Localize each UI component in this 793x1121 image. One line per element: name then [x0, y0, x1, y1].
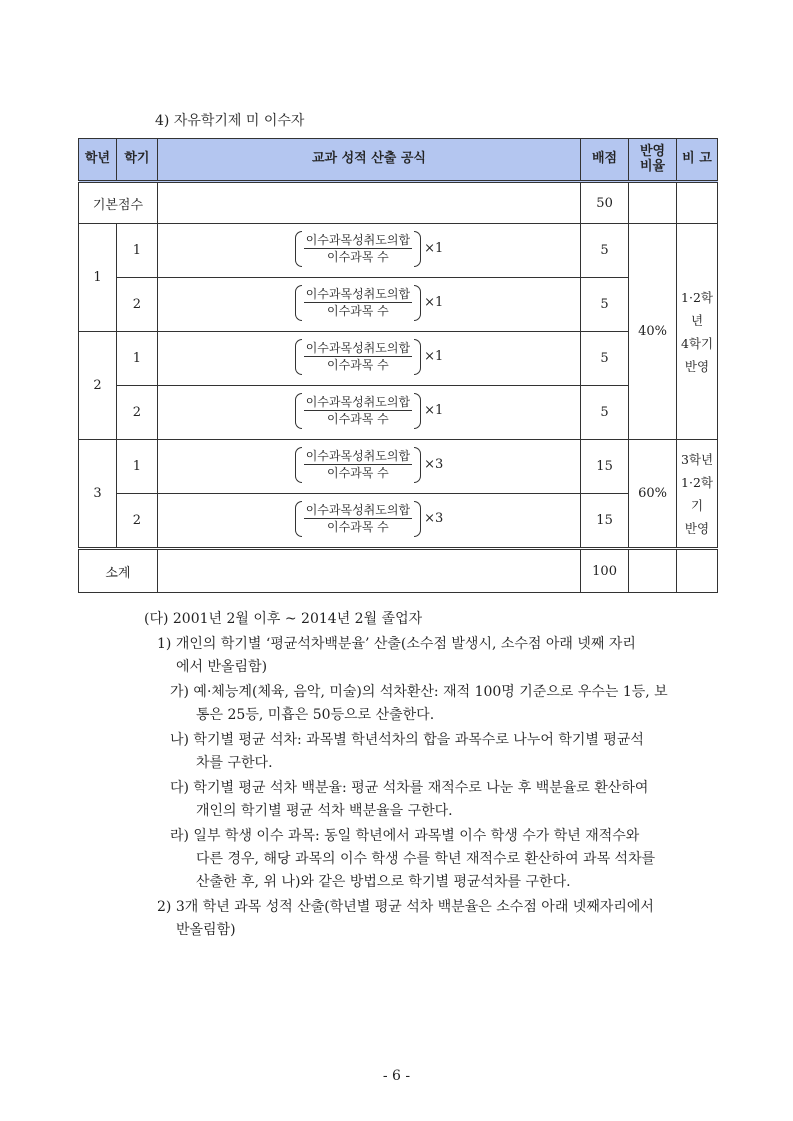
formula-cell	[157, 440, 580, 494]
item-na-cont: 차를 구한다.	[196, 755, 273, 771]
formula-cell	[157, 278, 580, 332]
formula-numerator: 이수과목성취도의합	[305, 395, 411, 409]
formula-cell	[157, 224, 580, 278]
subtotal-note	[677, 549, 718, 593]
item-2-cont: 반올림함)	[176, 922, 236, 938]
formula-cell	[157, 494, 580, 549]
table-row	[79, 224, 718, 278]
score-cell: 15	[581, 494, 629, 549]
basic-score-formula	[157, 182, 580, 224]
score-cell: 5	[581, 386, 629, 440]
basic-score-label: 기본점수	[79, 182, 158, 224]
item-ra: 라) 일부 학생 이수 과목: 동일 학년에서 과목별 이수 학생 수가 학년 재적수와	[170, 828, 640, 844]
header-note: 비 고	[677, 139, 718, 182]
note-line: 3학년	[680, 451, 714, 467]
formula-denominator: 이수과목 수	[327, 358, 389, 372]
item-1: 1) 개인의 학기별 ‘평균석차백분율’ 산출(소수점 발생시, 소수점 아래 넷째 자리	[157, 636, 636, 652]
formula-denominator: 이수과목 수	[327, 304, 389, 318]
header-formula: 교과 성적 산출 공식	[157, 139, 580, 182]
item-da-cont: 개인의 학기별 평균 석차 백분율을 구한다.	[196, 803, 453, 819]
formula-multiplier: ×1	[424, 349, 444, 364]
note-line: 4학기	[680, 335, 714, 351]
formula-multiplier: ×3	[424, 511, 444, 526]
note-line: 반영	[684, 358, 710, 374]
note-line: 반영	[684, 520, 710, 536]
score-cell: 5	[581, 332, 629, 386]
item-ga: 가) 예·체능계(체육, 음악, 미술)의 석차환산: 재적 100명 기준으로 우수는 1등, 보	[170, 684, 668, 700]
header-score: 배점	[581, 139, 629, 182]
page-number: - 6 -	[382, 1068, 411, 1084]
note-line: 1·2학기	[681, 474, 713, 513]
formula-multiplier: ×1	[424, 295, 444, 310]
item-2: 2) 3개 학년 과목 성적 산출(학년별 평균 석차 백분율은 소수점 아래 넷째자리에서	[157, 899, 654, 915]
formula-numerator: 이수과목성취도의합	[305, 287, 411, 301]
formula-multiplier: ×1	[424, 241, 444, 256]
subtotal-label: 소계	[79, 549, 158, 593]
formula-numerator: 이수과목성취도의합	[305, 449, 411, 463]
grade-cell: 1	[79, 224, 117, 332]
item-na: 나) 학기별 평균 석차: 과목별 학년석차의 합을 과목수로 나누어 학기별 평균석	[170, 732, 644, 748]
formula-cell	[157, 386, 580, 440]
item-ga-cont: 통은 25등, 미흡은 50등으로 산출한다.	[196, 707, 435, 723]
subtotal-value: 100	[581, 549, 629, 593]
formula-numerator: 이수과목성취도의합	[305, 233, 411, 247]
table-header-row	[79, 139, 718, 182]
header-semester: 학기	[116, 139, 157, 182]
item-da: 다) 학기별 평균 석차 백분율: 평균 석차를 재적수로 나눈 후 백분율로 환산하여	[170, 780, 649, 796]
heading-da: (다) 2001년 2월 이후 ~ 2014년 2월 졸업자	[144, 611, 423, 627]
item-ra-cont1: 다른 경우, 해당 과목의 이수 학생 수를 학년 재적수로 환산하여 과목 석차를	[196, 851, 656, 867]
header-grade: 학년	[79, 139, 117, 182]
subtotal-ratio	[629, 549, 677, 593]
semester-cell: 2	[116, 386, 157, 440]
note-cell-grade3	[677, 440, 718, 549]
grade-cell: 2	[79, 332, 117, 440]
table-row	[79, 494, 718, 549]
score-cell: 15	[581, 440, 629, 494]
note-line: 1·2학년	[681, 289, 713, 328]
basic-score-row	[79, 182, 718, 224]
ratio-cell-grade12: 40%	[629, 224, 677, 440]
score-cell: 5	[581, 278, 629, 332]
score-cell: 5	[581, 224, 629, 278]
basic-score-value: 50	[581, 182, 629, 224]
section-title: 4) 자유학기제 미 이수자	[155, 113, 305, 129]
table-row	[79, 440, 718, 494]
ratio-cell-grade3: 60%	[629, 440, 677, 549]
table-row	[79, 332, 718, 386]
item-ra-cont2: 산출한 후, 위 나)와 같은 방법으로 학기별 평균석차를 구한다.	[196, 874, 571, 890]
formula-multiplier: ×3	[424, 457, 444, 472]
semester-cell: 1	[116, 224, 157, 278]
formula-multiplier: ×1	[424, 403, 444, 418]
header-ratio: 반영 비율	[629, 139, 677, 182]
semester-cell: 1	[116, 440, 157, 494]
grade-calculation-table	[78, 138, 718, 593]
formula-denominator: 이수과목 수	[327, 412, 389, 426]
basic-score-ratio	[629, 182, 677, 224]
formula-denominator: 이수과목 수	[327, 466, 389, 480]
formula-numerator: 이수과목성취도의합	[305, 503, 411, 517]
semester-cell: 2	[116, 278, 157, 332]
formula-denominator: 이수과목 수	[327, 520, 389, 534]
subtotal-row	[79, 549, 718, 593]
subtotal-formula	[157, 549, 580, 593]
semester-cell: 2	[116, 494, 157, 549]
note-cell-grade12	[677, 224, 718, 440]
formula-cell	[157, 332, 580, 386]
formula-numerator: 이수과목성취도의합	[305, 341, 411, 355]
basic-score-note	[677, 182, 718, 224]
item-1-cont: 에서 반올림함)	[176, 659, 268, 675]
table-row	[79, 386, 718, 440]
formula-denominator: 이수과목 수	[327, 250, 389, 264]
table-row	[79, 278, 718, 332]
grade-cell: 3	[79, 440, 117, 549]
semester-cell: 1	[116, 332, 157, 386]
